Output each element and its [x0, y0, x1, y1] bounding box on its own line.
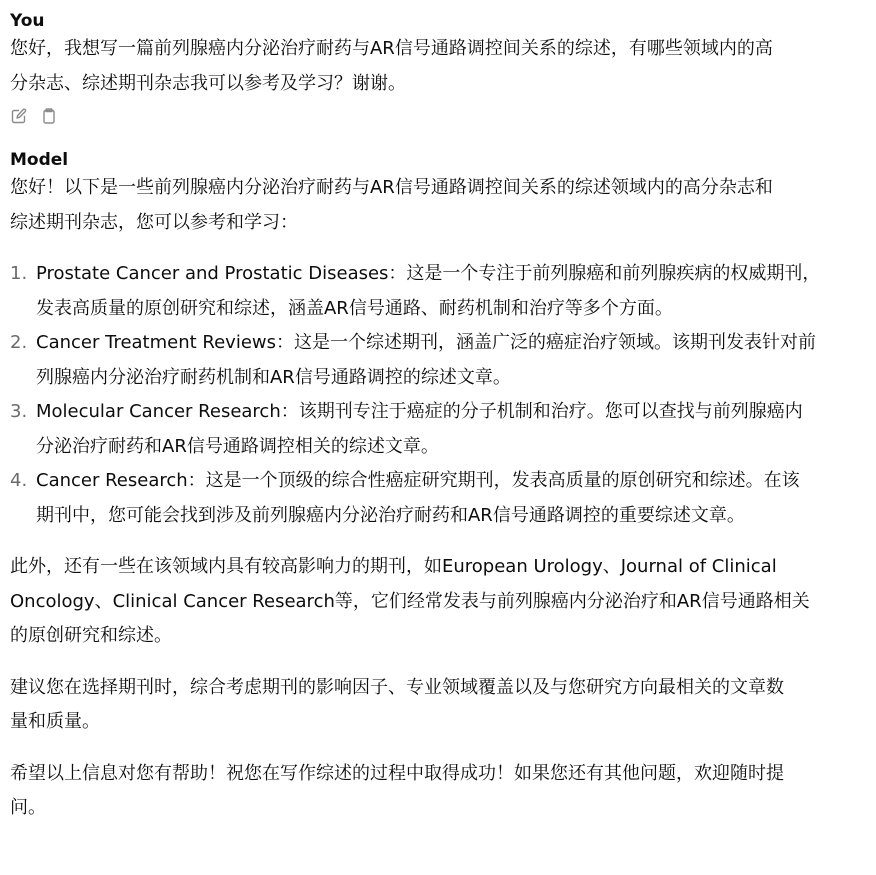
model-author-label: Model	[10, 150, 69, 170]
list-item: 4. Cancer Research：这是一个顶级的综合性癌症研究期刊，发表高质量的原创研究和综述。在该 期刊中，您可能会找到涉及前列腺癌内分泌治疗耐药和AR信号通路调控的重要综述文章。	[10, 464, 866, 533]
list-item: 2. Cancer Treatment Reviews：这是一个综述期刊，涵盖广泛的癌症治疗领域。该期刊发表针对前 列腺癌内分泌治疗耐药机制和AR信号通路调控的综述文章。	[10, 326, 866, 395]
model-message	[10, 149, 866, 826]
journal-list	[10, 257, 866, 533]
list-item-number: 3.	[10, 401, 28, 422]
list-item: 3. Molecular Cancer Research：该期刊专注于癌症的分子机制和治疗。您可以查找与前列腺癌内 分泌治疗耐药和AR信号通路调控相关的综述文章。	[10, 395, 866, 464]
list-item-number: 1.	[10, 263, 28, 284]
user-message-actions	[10, 105, 866, 127]
list-item: 1. Prostate Cancer and Prostatic Diseases：这是一个专注于前列腺癌和前列腺疾病的权威期刊， 发表高质量的原创研究和综述，涵盖AR信号通路、耐药机制和治疗等多个方面。	[10, 257, 866, 326]
user-message	[10, 10, 866, 127]
model-intro-text: 您好！以下是一些前列腺癌内分泌治疗耐药与AR信号通路调控间关系的综述领域内的高分杂志和 综述期刊杂志，您可以参考和学习：	[10, 177, 773, 233]
list-item-number: 2.	[10, 332, 28, 353]
copy-icon[interactable]	[40, 107, 58, 125]
model-paragraph-other-journals: 此外，还有一些在该领域内具有较高影响力的期刊，如European Urology、Journal of Clinical Oncology、Clinical Cancer Research等，它们经常发表与前列腺癌内分泌治疗和AR信号通路相关 的原创研究和综述。	[10, 556, 810, 646]
edit-icon[interactable]	[10, 107, 28, 125]
user-message-text: 您好，我想写一篇前列腺癌内分泌治疗耐药与AR信号通路调控间关系的综述，有哪些领域内的高 分杂志、综述期刊杂志我可以参考及学习？谢谢。	[10, 38, 773, 94]
user-author-label: You	[10, 11, 45, 31]
list-item-number: 4.	[10, 470, 28, 491]
model-paragraph-closing: 希望以上信息对您有帮助！祝您在写作综述的过程中取得成功！如果您还有其他问题，欢迎随时提 问。	[10, 762, 784, 818]
model-paragraph-advice: 建议您在选择期刊时，综合考虑期刊的影响因子、专业领域覆盖以及与您研究方向最相关的文章数 量和质量。	[10, 676, 784, 732]
